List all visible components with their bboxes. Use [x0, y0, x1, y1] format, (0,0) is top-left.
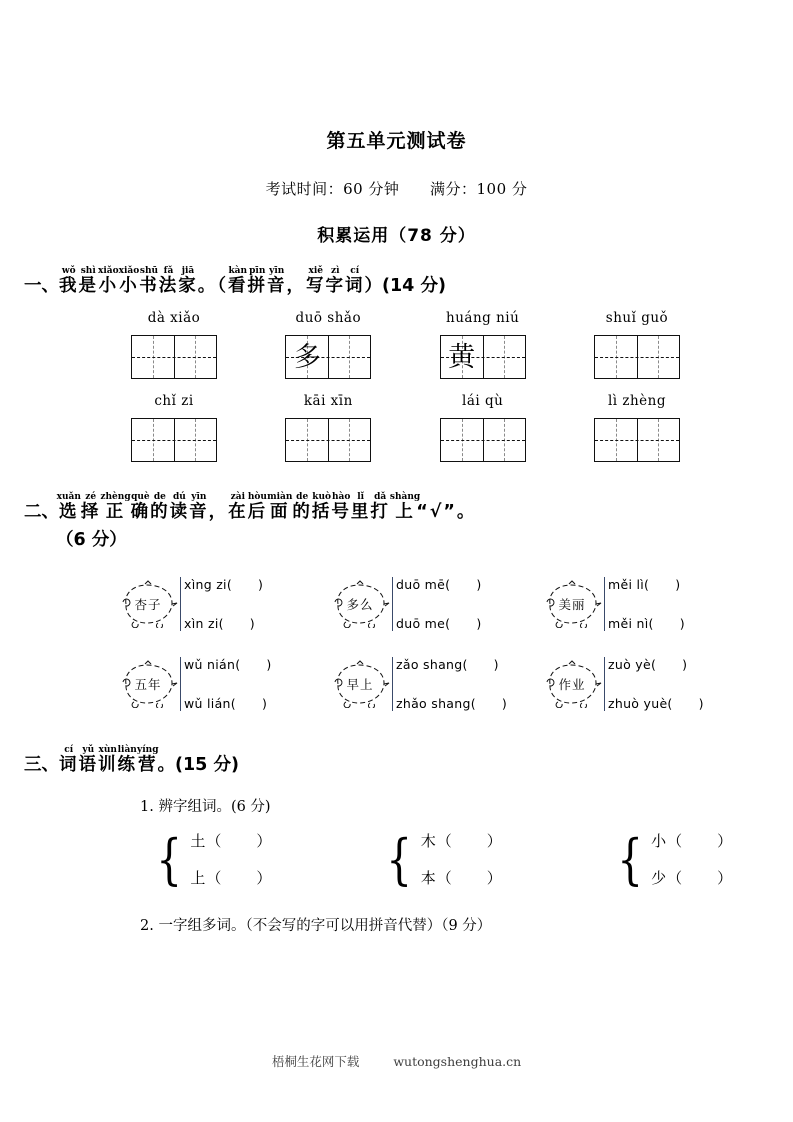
writing-grid-pinyin: huáng niú	[446, 310, 520, 327]
pair-cell[interactable]	[651, 830, 733, 851]
question-1-ruby-text	[59, 266, 198, 296]
pair-cell[interactable]	[421, 867, 503, 888]
grid-filled-character: 黄	[448, 341, 476, 373]
writing-grid-item	[128, 310, 220, 379]
heading-ruby-char: 小xiǎo	[118, 266, 140, 296]
heading-ruby-char: 的de	[292, 492, 312, 523]
choice-options	[608, 657, 704, 711]
writing-grid-row-2	[0, 393, 793, 462]
pair-cells	[190, 830, 272, 888]
character-pair	[152, 827, 273, 891]
heading-char: ，	[286, 276, 306, 296]
heading-ruby-char: 是shì	[78, 266, 98, 296]
word-bubble	[118, 660, 178, 708]
heading-ruby-char: 书shū	[139, 266, 159, 296]
pair-character: 木（	[420, 832, 453, 851]
brace-bar	[392, 577, 393, 631]
pair-cell[interactable]	[421, 830, 503, 851]
writing-grid-row-1	[0, 310, 793, 379]
option-close-paren: )	[266, 657, 272, 673]
question-3-heading	[0, 745, 793, 775]
exam-meta	[0, 178, 793, 199]
question-3-number: 三、	[24, 755, 59, 776]
heading-ruby-char: 后hòu	[247, 492, 268, 523]
pair-cells	[421, 830, 503, 888]
brace-bar	[604, 657, 605, 711]
pair-cell[interactable]	[651, 867, 733, 888]
grid-center-line	[441, 440, 525, 441]
heading-ruby-char: 读dú	[169, 492, 190, 523]
bubble-word: 美丽	[558, 597, 586, 613]
heading-ruby-char: 括kuò	[311, 492, 332, 523]
pronunciation-option[interactable]	[608, 616, 685, 631]
pronunciation-choice-group	[118, 577, 310, 631]
choice-options	[396, 577, 482, 631]
option-close-paren: )	[698, 696, 704, 712]
heading-ruby-char: 拼pīn	[247, 266, 267, 296]
writing-grid-item	[437, 310, 529, 379]
heading-ruby-char: 择zé	[80, 492, 101, 523]
heading-ruby-char: 语yǔ	[78, 745, 98, 776]
grid-center-line	[286, 440, 370, 441]
heading-ruby-char: 词cí	[345, 266, 365, 296]
question-2-heading	[0, 492, 793, 522]
question-1-number: 一、	[24, 276, 59, 296]
heading-ruby-char: 的de	[150, 492, 170, 523]
option-pinyin: zǎo shang(	[396, 657, 468, 673]
choice-brace	[180, 577, 263, 631]
pronunciation-option[interactable]	[184, 577, 263, 592]
total-score-label: 满分：100 分	[430, 180, 528, 198]
heading-ruby-char: 练liàn	[117, 745, 137, 776]
writing-grid-pinyin: lì zhèng	[607, 393, 667, 410]
pair-character: 小（	[651, 832, 684, 851]
option-close-paren: )	[476, 616, 482, 632]
bubble-word: 作业	[558, 677, 586, 693]
heading-ruby-char: 写xiě	[306, 266, 326, 296]
pronunciation-option[interactable]	[396, 696, 507, 711]
writing-grid-item	[282, 393, 374, 462]
writing-grid-pinyin: kāi xīn	[303, 393, 353, 410]
writing-grid-pinyin: chǐ zi	[154, 393, 194, 410]
pair-cell[interactable]	[190, 867, 272, 888]
page-title: 第五单元测试卷	[326, 130, 467, 152]
heading-ruby-char: 我wǒ	[59, 266, 79, 296]
heading-ruby-char: 营yíng	[137, 745, 159, 776]
pronunciation-option[interactable]	[396, 577, 482, 592]
character-pair	[382, 827, 503, 891]
brace-bar	[180, 577, 181, 631]
writing-grid-pinyin: dà xiǎo	[147, 310, 201, 327]
word-bubble	[118, 580, 178, 628]
writing-grid-pinyin: duō shǎo	[295, 310, 362, 327]
pronunciation-option[interactable]	[608, 696, 704, 711]
tianzige-box[interactable]	[131, 335, 217, 379]
pronunciation-choice-group	[330, 657, 522, 711]
pair-cells	[651, 830, 733, 888]
option-close-paren: )	[675, 577, 681, 593]
pair-character: 本（	[420, 869, 453, 888]
tianzige-box[interactable]	[440, 418, 526, 462]
heading-ruby-char: 在zài	[228, 492, 248, 523]
heading-ruby-char: 打dǎ	[370, 492, 390, 523]
question-1-punct: 。（	[197, 276, 228, 296]
option-pinyin: zhuò yuè(	[608, 696, 673, 712]
part-title: 积累运用（78 分）	[317, 226, 476, 246]
option-close-paren: )	[476, 577, 482, 593]
writing-grid-item	[282, 310, 374, 379]
curly-brace-icon: {	[386, 827, 413, 891]
question-3-sub-2: 2. 一字组多词。（不会写的字可以用拼音代替）（9 分）	[140, 918, 492, 935]
heading-ruby-char: 训xùn	[98, 745, 118, 776]
word-bubble	[330, 580, 390, 628]
pair-close-paren: ）	[256, 869, 273, 888]
brace-bar	[392, 657, 393, 711]
tianzige-box[interactable]	[285, 335, 371, 379]
pronunciation-option[interactable]	[608, 657, 704, 672]
bubble-word: 多么	[346, 597, 374, 613]
tianzige-box[interactable]	[285, 418, 371, 462]
pair-character: 土（	[190, 832, 223, 851]
word-bubble	[330, 660, 390, 708]
option-pinyin: xìng zi(	[184, 577, 233, 593]
question-1-ruby-text-2	[228, 266, 365, 296]
grid-center-line	[595, 357, 679, 358]
footer-source: 梧桐生花网下载	[271, 1054, 360, 1069]
pronunciation-option[interactable]	[396, 657, 507, 672]
heading-ruby-char: 音yīn	[189, 492, 209, 523]
pair-close-paren: ）	[486, 832, 503, 851]
heading-ruby-char: 正zhèng	[100, 492, 131, 523]
option-close-paren: )	[258, 577, 264, 593]
heading-ruby-char: 法fǎ	[158, 266, 179, 296]
pronunciation-option[interactable]	[184, 696, 272, 711]
heading-ruby-char: 里lǐ	[350, 492, 371, 523]
writing-grid-item	[591, 310, 683, 379]
pair-close-paren: ）	[717, 869, 734, 888]
option-close-paren: )	[493, 657, 499, 673]
choice-brace	[604, 577, 685, 631]
heading-ruby-char: 小xiǎo	[98, 266, 119, 296]
exam-time-label: 考试时间：60 分钟	[265, 180, 400, 198]
pair-cell[interactable]	[190, 830, 272, 851]
grid-filled-character: 多	[293, 341, 321, 373]
question-2-tail: “√”。	[416, 502, 477, 523]
tianzige-box[interactable]	[594, 335, 680, 379]
bubble-word: 五年	[134, 677, 162, 693]
footer-site: wutongshenghua.cn	[393, 1054, 522, 1069]
curly-brace-icon: {	[617, 827, 643, 891]
brace-bar	[180, 657, 181, 711]
heading-ruby-char: 词cí	[59, 745, 79, 776]
heading-ruby-char: 确què	[130, 492, 151, 523]
heading-char: ，	[208, 502, 229, 523]
option-close-paren: )	[261, 696, 268, 712]
pronunciation-option[interactable]	[184, 657, 272, 672]
choice-brace	[604, 657, 704, 711]
pronunciation-choice-group	[330, 577, 522, 631]
option-pinyin: zuò yè(	[608, 657, 657, 673]
heading-ruby-char: 面miàn	[267, 492, 293, 523]
pronunciation-choice-row-2	[0, 657, 793, 711]
bubble-word: 早上	[346, 677, 374, 693]
question-3-ruby-text	[59, 745, 159, 776]
heading-ruby-char: 字zì	[325, 266, 345, 296]
choice-options	[184, 657, 272, 711]
option-close-paren: )	[679, 616, 685, 632]
writing-grid-pinyin: lái qù	[462, 393, 504, 410]
pronunciation-option[interactable]	[184, 616, 263, 631]
choice-options	[608, 577, 685, 631]
question-2-ruby-text	[56, 492, 421, 523]
character-pair-row	[0, 827, 793, 891]
pronunciation-choice-group	[118, 657, 310, 711]
grid-center-line	[595, 440, 679, 441]
word-bubble	[542, 580, 602, 628]
option-pinyin: měi nì(	[608, 616, 654, 632]
pronunciation-choice-group	[542, 657, 734, 711]
option-pinyin: xìn zi(	[184, 616, 224, 632]
option-close-paren: )	[682, 657, 688, 673]
option-close-paren: )	[249, 616, 255, 632]
pair-close-paren: ）	[486, 869, 503, 888]
footer-watermark	[0, 1052, 793, 1070]
heading-ruby-char: 号hào	[331, 492, 351, 523]
option-pinyin: zhǎo shang(	[396, 696, 476, 712]
brace-bar	[604, 577, 605, 631]
pronunciation-choice-group	[542, 577, 734, 631]
option-close-paren: )	[501, 696, 508, 712]
option-pinyin: wǔ lián(	[184, 696, 236, 712]
word-bubble	[542, 660, 602, 708]
pair-character: 少（	[651, 869, 684, 888]
option-pinyin: měi lì(	[608, 577, 650, 593]
grid-center-line	[132, 440, 216, 441]
pair-close-paren: ）	[256, 832, 273, 851]
question-1-heading	[0, 266, 793, 296]
option-pinyin: wǔ nián(	[184, 657, 241, 673]
question-2-points: （6 分）	[56, 530, 127, 551]
choice-options	[396, 657, 507, 711]
tianzige-box[interactable]	[131, 418, 217, 462]
writing-grid-item	[591, 393, 683, 462]
bubble-word: 杏子	[134, 597, 162, 613]
question-3-sub-1: 1. 辨字组词。(6 分)	[140, 799, 271, 816]
heading-ruby-char: 选xuǎn	[56, 492, 81, 523]
writing-grid-item	[437, 393, 529, 462]
pronunciation-option[interactable]	[608, 577, 685, 592]
heading-ruby-char: 上shàng	[389, 492, 421, 523]
option-pinyin: duō mē(	[396, 577, 451, 593]
choice-options	[184, 577, 263, 631]
tianzige-box[interactable]	[440, 335, 526, 379]
heading-ruby-char: 看kàn	[228, 266, 248, 296]
tianzige-box[interactable]	[594, 418, 680, 462]
writing-grid-item	[128, 393, 220, 462]
question-2-number: 二、	[24, 502, 59, 523]
grid-center-line	[132, 357, 216, 358]
choice-brace	[392, 657, 507, 711]
option-pinyin: duō me(	[396, 616, 451, 632]
choice-brace	[180, 657, 272, 711]
choice-brace	[392, 577, 482, 631]
pair-close-paren: ）	[717, 832, 734, 851]
curly-brace-icon: {	[156, 827, 183, 891]
heading-ruby-char: 音yīn	[267, 266, 287, 296]
pronunciation-choice-row-1	[0, 577, 793, 631]
question-1-points: ）(14 分)	[364, 276, 446, 296]
character-pair	[613, 827, 734, 891]
heading-ruby-char: 家jiā	[178, 266, 198, 296]
writing-grid-pinyin: shuǐ guǒ	[605, 310, 669, 327]
pair-character: 上（	[190, 869, 223, 888]
question-3-points: 。(15 分)	[157, 755, 239, 776]
pronunciation-option[interactable]	[396, 616, 482, 631]
